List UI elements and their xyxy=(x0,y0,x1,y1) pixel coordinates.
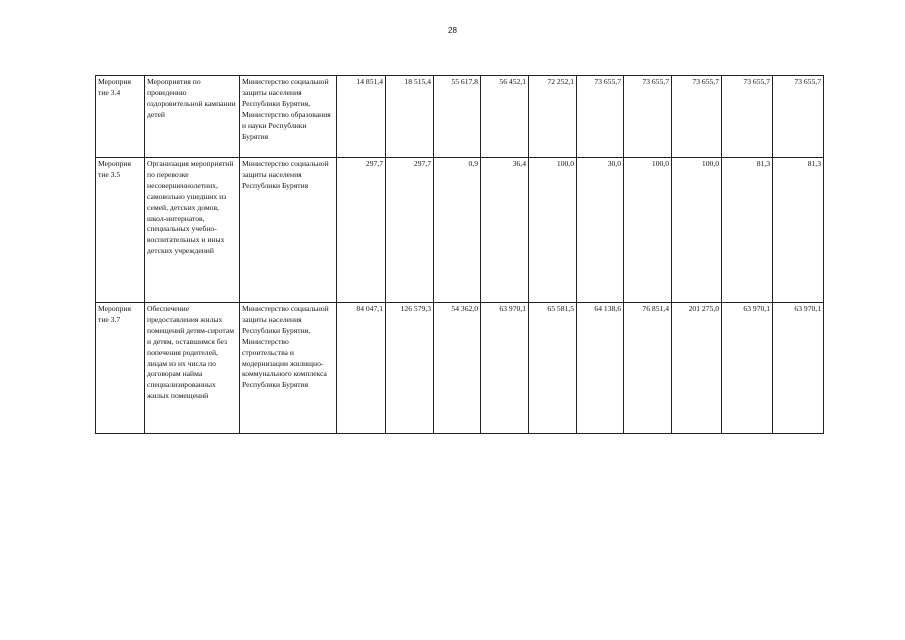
value-cell: 73 655,7 xyxy=(672,76,722,158)
value-cell: 84 047,1 xyxy=(337,303,386,434)
value-cell: 73 655,7 xyxy=(773,76,824,158)
value-cell: 63 970,1 xyxy=(481,303,529,434)
value-cell: 126 579,3 xyxy=(386,303,434,434)
measure-name-cell: Организация мероприятий по перевозке несовершеннолетних, самовольно ушедших из семей, детских домов, школ-интернатов, специальных учебно-воспитательных и иных детских учреждений xyxy=(145,158,240,303)
value-cell: 73 655,7 xyxy=(722,76,773,158)
value-cell: 55 617,8 xyxy=(434,76,481,158)
value-cell: 56 452,1 xyxy=(481,76,529,158)
value-cell: 65 581,5 xyxy=(529,303,577,434)
value-cell: 100,0 xyxy=(672,158,722,303)
value-cell: 100,0 xyxy=(624,158,672,303)
value-cell: 297,7 xyxy=(386,158,434,303)
value-cell: 81,3 xyxy=(722,158,773,303)
value-cell: 73 655,7 xyxy=(624,76,672,158)
measure-code-cell: Мероприя тие 3.4 xyxy=(96,76,145,158)
value-cell: 0,9 xyxy=(434,158,481,303)
table-row xyxy=(96,303,824,434)
executor-cell: Министерство социальной защиты населения Республики Бурятия, Министерство строительства и модернизации жилищно-коммунального комплекса Республики Бурятия xyxy=(240,303,337,434)
measure-name-cell: Обеспечение предоставления жилых помещений детям-сиротам и детям, оставшимся без попечения родителей, лицам из их числа по договорам найма специализированных жилых помещений xyxy=(145,303,240,434)
value-cell: 201 275,0 xyxy=(672,303,722,434)
page-number: 28 xyxy=(448,26,457,35)
value-cell: 63 970,1 xyxy=(773,303,824,434)
value-cell: 63 970,1 xyxy=(722,303,773,434)
value-cell: 36,4 xyxy=(481,158,529,303)
measure-code-cell: Мероприя тие 3.7 xyxy=(96,303,145,434)
value-cell: 81,3 xyxy=(773,158,824,303)
measure-code-cell: Мероприя тие 3.5 xyxy=(96,158,145,303)
program-measures-table xyxy=(95,75,824,434)
value-cell: 18 515,4 xyxy=(386,76,434,158)
value-cell: 72 252,1 xyxy=(529,76,577,158)
table-row xyxy=(96,158,824,303)
value-cell: 297,7 xyxy=(337,158,386,303)
value-cell: 54 362,0 xyxy=(434,303,481,434)
measure-name-cell: Мероприятия по проведению оздоровительной кампании детей xyxy=(145,76,240,158)
value-cell: 100,0 xyxy=(529,158,577,303)
value-cell: 30,0 xyxy=(577,158,624,303)
executor-cell: Министерство социальной защиты населения Республики Бурятия xyxy=(240,158,337,303)
table-row xyxy=(96,76,824,158)
executor-cell: Министерство социальной защиты населения Республики Бурятия, Министерство образования и науки Республики Бурятия xyxy=(240,76,337,158)
value-cell: 73 655,7 xyxy=(577,76,624,158)
value-cell: 14 851,4 xyxy=(337,76,386,158)
value-cell: 64 138,6 xyxy=(577,303,624,434)
value-cell: 76 851,4 xyxy=(624,303,672,434)
